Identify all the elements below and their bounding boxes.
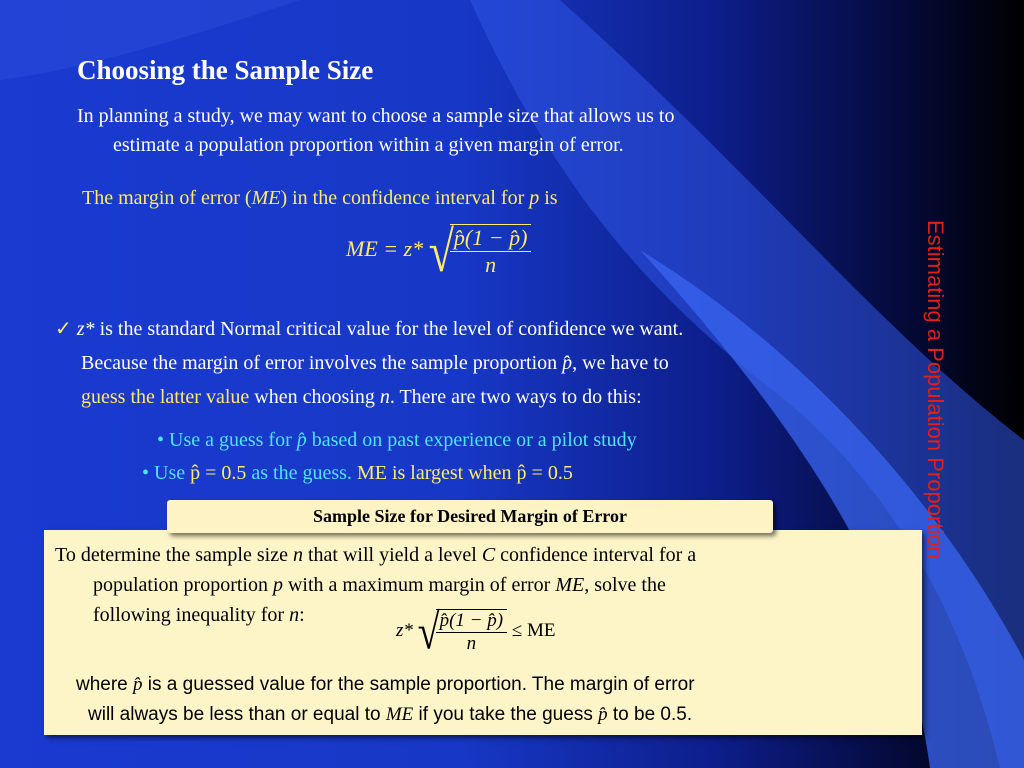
box-line-2	[55, 570, 915, 600]
fraction-numerator: p̂(1 − p̂)	[450, 225, 532, 252]
box-l3a: following inequality for	[93, 604, 290, 626]
box-l2c: , solve the	[584, 574, 666, 596]
line3-text-b: when choosing	[249, 386, 380, 408]
fraction-denominator: n	[466, 632, 477, 654]
n-symbol: n	[379, 386, 390, 408]
guess-highlight: guess the latter value	[81, 386, 250, 408]
p-symbol: p	[272, 574, 283, 596]
where-text-c: will always be less than or equal to	[88, 704, 386, 725]
radical-sign: √	[428, 219, 454, 283]
p-hat-equals-half: p̂ = 0.5	[190, 462, 247, 484]
definition-box	[44, 530, 922, 735]
z-star-line-2	[55, 346, 885, 380]
inequality-rhs: ≤ ME	[511, 619, 556, 641]
fraction-denominator: n	[485, 252, 497, 277]
p-hat-symbol: p̂	[598, 704, 608, 725]
n-symbol: n	[289, 604, 300, 626]
c-symbol: C	[481, 544, 496, 566]
section-title-text: Estimating a Population Proportion	[923, 220, 948, 559]
line2-text-a: Because the margin of error involves the sample proportion	[81, 352, 563, 374]
margin-of-error-statement	[82, 187, 558, 210]
box-line-1	[55, 544, 696, 566]
where-text-e: to be 0.5.	[607, 704, 693, 725]
box-l3b: :	[299, 604, 305, 626]
me-text-mid: ) in the confidence interval for	[280, 187, 530, 209]
inequality-lhs: z*	[396, 619, 413, 641]
slide-title: Choosing the Sample Size	[77, 55, 374, 85]
vertical-section-title	[923, 220, 978, 660]
n-symbol: n	[292, 544, 303, 566]
bullet1-pre: • Use a guess for	[157, 429, 297, 451]
checkmark-icon: ✓	[55, 318, 72, 340]
bullet-item-2	[142, 457, 573, 490]
bullet2-pre: • Use	[142, 462, 191, 484]
bullet2-mid: as the guess.	[246, 462, 357, 484]
me-symbol: ME	[555, 574, 585, 596]
box-l1a: To determine the sample size	[55, 544, 293, 566]
p-hat-symbol: p̂	[562, 352, 573, 374]
box-l2a: population proportion	[93, 574, 273, 596]
intro-line-2: estimate a population proportion within a given margin of error.	[113, 134, 624, 156]
me-symbol: ME	[251, 187, 281, 209]
where-line-1	[76, 674, 695, 695]
fraction-numerator: p̂(1 − p̂)	[436, 610, 507, 633]
box-title-banner: Sample Size for Desired Margin of Error	[167, 500, 773, 533]
where-explanation	[76, 670, 916, 730]
square-root	[417, 603, 507, 660]
margin-of-error-formula	[346, 219, 531, 283]
p-hat-equals-half-2: p̂ = 0.5	[516, 462, 573, 484]
line2-text-b: , we have to	[572, 352, 669, 374]
where-line-2	[76, 700, 916, 730]
me-text-pre: The margin of error (	[82, 187, 252, 209]
intro-paragraph	[77, 102, 877, 160]
intro-line-1: In planning a study, we may want to choose a sample size that allows us to	[77, 105, 675, 127]
where-text-a: where	[76, 674, 134, 695]
p-symbol: p	[529, 187, 540, 209]
me-symbol: ME	[385, 704, 414, 725]
fraction	[436, 610, 507, 655]
p-hat-symbol: p̂	[133, 674, 143, 695]
box-l2b: with a maximum margin of error	[282, 574, 556, 596]
bullet1-post: based on past experience or a pilot study	[306, 429, 637, 451]
radical-sign: √	[417, 603, 440, 660]
fraction	[450, 225, 532, 278]
bullet-item-1	[157, 424, 637, 457]
z-star-text: is the standard Normal critical value for the level of confidence we want.	[94, 318, 684, 340]
where-text-b: is a guessed value for the sample proportion. The margin of error	[142, 674, 695, 695]
z-star-line-1	[55, 312, 885, 346]
z-star-line-3	[55, 380, 885, 414]
box-l1b: that will yield a level	[302, 544, 482, 566]
box-l1c: confidence interval for a	[495, 544, 697, 566]
sample-size-inequality	[396, 603, 556, 660]
formula-lhs: ME = z*	[346, 236, 424, 262]
z-star-symbol: z*	[76, 318, 95, 340]
where-text-d: if you take the guess	[413, 704, 599, 725]
line3-text-c: . There are two ways to do this:	[389, 386, 642, 408]
me-largest-text: ME is largest when	[356, 462, 517, 484]
me-text-post: is	[539, 187, 558, 209]
square-root	[428, 219, 532, 283]
p-hat-symbol: p̂	[296, 429, 307, 451]
z-star-explanation	[55, 312, 885, 414]
